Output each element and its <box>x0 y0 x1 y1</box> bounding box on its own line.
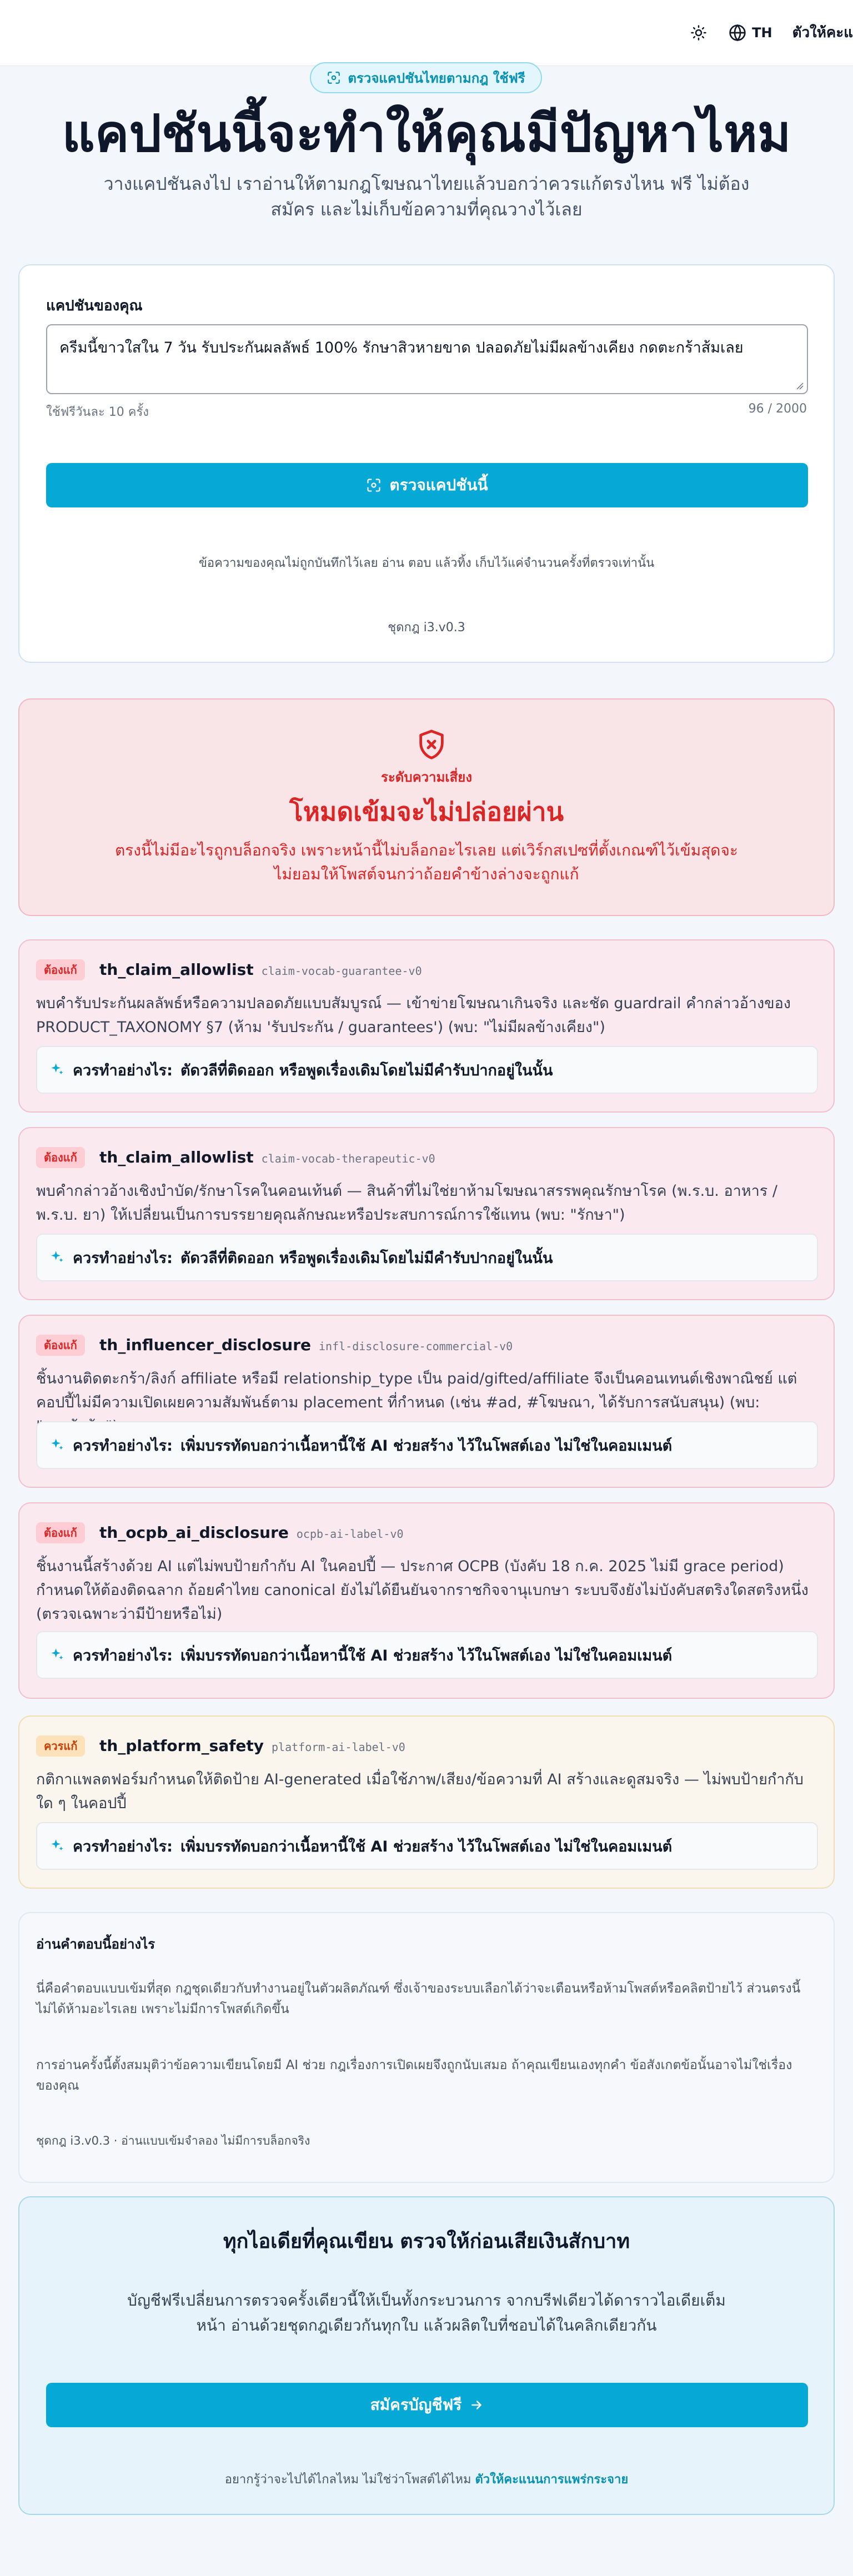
arrow-right-icon <box>469 2398 484 2412</box>
language-switcher[interactable] <box>729 24 772 42</box>
signup-button[interactable] <box>46 2383 808 2427</box>
issue-description: ชิ้นงานนี้สร้างด้วย AI แต่ไม่พบป้ายกำกับ AI ในคอปปี้ — ประกาศ OCPB (บังคับ 18 ก.ค. 2025 ไม่มี grace period) กำหนดให้ต้องติดฉลาก ถ้อยคำไทย canonical ยังไม่ได้ยืนยันจากราชกิจจานุเบกษา ระบบจึงยังไม่บังคับสตริงใดสตริงหนึ่ง (ตรวจเฉพาะว่ามีป้ายหรือไม่) <box>36 1558 809 1623</box>
fix-text: ตัดวลีที่ติดออก หรือพูดเรื่องเดิมโดยไม่มีคำรับปากอยู่ในนั้น <box>180 1249 553 1267</box>
page-title: แคปชันนี้จะทำให้คุณมีปัญหาไหม <box>62 104 791 163</box>
scan-icon <box>327 71 341 85</box>
shield-x-icon <box>415 728 448 761</box>
issue-description: กติกาแพลตฟอร์มกำหนดให้ติดป้าย AI-generated เมื่อใช้ภาพ/เสียง/ข้อความที่ AI สร้างและดูสมจริง — ไม่พบป้ายกำกับใด ๆ ในคอปปี้ <box>36 1771 804 1813</box>
risk-description-line: ตรงนี้ไม่มีอะไรถูกบล็อกจริง เพราะหน้านี้ไม่บล็อกอะไรเลย แต่เวิร์กสเปซที่ตั้งเกณฑ์ไว้เข้มสุดจะ <box>115 841 738 859</box>
severity-badge: ต้องแก้ <box>36 1147 85 1168</box>
how-to-read-title: อ่านคำตอบนี้อย่างไร <box>36 1936 155 1952</box>
fix-label: ควรทำอย่างไร: <box>73 1838 173 1855</box>
how-to-read-footer: ชุดกฎ i3.v0.3 · อ่านแบบเข้มจำลอง ไม่มีการบล็อกจริง <box>36 2134 310 2147</box>
sparkle-icon <box>49 1838 65 1854</box>
risk-description <box>19 838 834 887</box>
how-to-read-card <box>18 1912 835 2183</box>
sun-icon <box>690 24 707 41</box>
rule-code: infl-disclosure-commercial-v0 <box>319 1340 513 1353</box>
sparkle-icon <box>49 1437 65 1453</box>
check-caption-button[interactable] <box>46 463 808 507</box>
rule-code: ocpb-ai-label-v0 <box>296 1527 404 1541</box>
issue-description: พบคำรับประกันผลลัพธ์หรือความปลอดภัยแบบสัมบูรณ์ — เข้าข่ายโฆษณาเกินจริง และชัด guardrail คำกล่าวอ้างของ PRODUCT_TAXONOMY §7 (ห้าม 'รับประกัน / guarantees') (พบ: "ไม่มีผลข้างเคียง") <box>36 995 791 1037</box>
fix-text: เพิ่มบรรทัดบอกว่าเนื้อหานี้ใช้ AI ช่วยสร้าง ไว้ในโพสต์เอง ไม่ใช่ในคอมเมนต์ <box>180 1437 673 1455</box>
fix-suggestion <box>36 1234 818 1281</box>
fix-suggestion <box>36 1046 818 1094</box>
subtitle-line: วางแคปชันลงไป เราอ่านให้ตามกฎโฆษณาไทยแล้วบอกว่าควรแก้ตรงไหน ฟรี ไม่ต้อง <box>103 173 750 194</box>
fix-suggestion <box>36 1822 818 1870</box>
rule-name <box>99 1336 513 1354</box>
fix-text: เพิ่มบรรทัดบอกว่าเนื้อหานี้ใช้ AI ช่วยสร้าง ไว้ในโพสต์เอง ไม่ใช่ในคอมเมนต์ <box>180 1838 673 1855</box>
severity-badge: ควรแก้ <box>36 1735 85 1757</box>
issue-card <box>18 1127 835 1300</box>
issue-description: ชิ้นงานติดตะกร้า/ลิงก์ affiliate หรือมี relationship_type เป็น paid/gifted/affiliate จึงเป็นคอนเทนต์เชิงพาณิชย์ แต่คอปปี้ไม่มีความเปิดเผยความสัมพันธ์ตาม placement ที่กำหนด (เช่น #ad, #โฆษณา, ได้รับการสนับสนุน) (พบ: <box>36 1370 797 1412</box>
rule-id: th_claim_allowlist <box>99 960 254 979</box>
risk-level-card <box>18 698 835 916</box>
theme-toggle-button[interactable] <box>689 23 709 43</box>
risk-level-value: โหมดเข้มจะไม่ปล่อยผ่าน <box>289 797 564 827</box>
rule-name <box>99 960 422 979</box>
sparkle-icon <box>49 1647 65 1663</box>
fix-label: ควรทำอย่างไร: <box>73 1061 173 1079</box>
check-button-label: ตรวจแคปชันนี้ <box>389 476 488 494</box>
page-subtitle <box>93 171 760 223</box>
rule-id: th_ocpb_ai_disclosure <box>99 1523 289 1542</box>
nav-link-virality-scorer[interactable]: ตัวให้คะแ <box>792 24 853 41</box>
subtitle-line: สมัคร และไม่เก็บข้อความที่คุณวางไว้เลย <box>270 199 583 220</box>
risk-level-label: ระดับความเสี่ยง <box>380 769 473 785</box>
severity-badge: ต้องแก้ <box>36 1522 85 1543</box>
issue-card <box>18 1315 835 1488</box>
globe-icon <box>729 24 746 42</box>
resize-handle-icon[interactable] <box>796 382 804 390</box>
issue-card <box>18 1715 835 1889</box>
fix-text: เพิ่มบรรทัดบอกว่าเนื้อหานี้ใช้ AI ช่วยสร้าง ไว้ในโพสต์เอง ไม่ใช่ในคอมเมนต์ <box>180 1647 673 1664</box>
rule-code: claim-vocab-therapeutic-v0 <box>261 1152 435 1165</box>
caption-input-value: ครีมนี้ขาวใสใน 7 วัน รับประกันผลลัพธ์ 100% รักษาสิวหายขาด ปลอดภัยไม่มีผลข้างเคียง กดตะกร้าส้มเลย <box>59 339 744 356</box>
rule-code: platform-ai-label-v0 <box>272 1740 405 1754</box>
fix-label: ควรทำอย่างไร: <box>73 1647 173 1664</box>
cta-title: ทุกไอเดียที่คุณเขียน ตรวจให้ก่อนเสียเงินสักบาท <box>223 2230 630 2253</box>
rule-id: th_influencer_disclosure <box>99 1336 311 1354</box>
how-to-read-paragraph: นี่คือคำตอบแบบเข้มที่สุด กฎชุดเดียวกับทำงานอยู่ในตัวผลิตภัณฑ์ ซึ่งเจ้าของระบบเลือกได้ว่าจะเตือนหรือห้ามโพสต์หรือคลิตป้ายไว้ ส่วนตรงนี้ไม่ได้ห้ามอะไรเลย เพราะไม่มีการโพสต์เกิดขึ้น <box>36 1981 801 2016</box>
rule-name <box>99 1523 404 1542</box>
fix-suggestion <box>36 1631 818 1679</box>
risk-description-line: ไม่ยอมให้โพสต์จนกว่าถ้อยคำข้างล่างจะถูกแก้ <box>274 865 579 884</box>
fix-label: ควรทำอย่างไร: <box>73 1437 173 1455</box>
cta-description <box>19 2288 834 2338</box>
top-bar <box>0 0 853 66</box>
privacy-note: ข้อความของคุณไม่ถูกบันทึกไว้เลย อ่าน ตอบ แล้วทิ้ง เก็บไว้แค่จำนวนครั้งที่ตรวจเท่านั้น <box>198 556 655 570</box>
fix-label: ควรทำอย่างไร: <box>73 1249 173 1267</box>
how-to-read-paragraph: การอ่านครั้งนี้ตั้งสมมุติว่าข้อความเขียนโดยมี AI ช่วย กฎเรื่องการเปิดเผยจึงถูกนับเสมอ ถ้าคุณเขียนเองทุกคำ ข้อสังเกตข้อนั้นอาจไม่ใช่เรื่องของคุณ <box>36 2058 792 2093</box>
severity-badge: ต้องแก้ <box>36 1335 85 1356</box>
virality-scorer-link[interactable]: ตัวให้คะแนนการแพร่กระจาย <box>475 2473 629 2487</box>
rule-name <box>99 1148 435 1166</box>
fix-text: ตัดวลีที่ติดออก หรือพูดเรื่องเดิมโดยไม่มีคำรับปากอยู่ในนั้น <box>180 1061 553 1079</box>
rule-code: claim-vocab-guarantee-v0 <box>261 964 422 978</box>
cta-description-line: บัญชีฟรีเปลี่ยนการตรวจครั้งเดียวนี้ให้เป็นทั้งกระบวนการ จากบรีฟเดียวได้ดาราวไอเดียเต็ม <box>127 2291 726 2310</box>
signup-cta-card <box>18 2196 835 2515</box>
top-nav <box>689 21 853 44</box>
ruleset-version: ชุดกฎ i3.v0.3 <box>388 621 465 635</box>
sparkle-icon <box>49 1250 65 1265</box>
free-checker-badge <box>310 62 542 93</box>
rule-name <box>99 1737 405 1755</box>
caption-input[interactable] <box>46 324 808 394</box>
severity-badge: ต้องแก้ <box>36 959 85 980</box>
cta-footer-text: อยากรู้ว่าจะไปได้ไกลไหม ไม่ใช่ว่าโพสต์ได้ไหม <box>224 2473 471 2487</box>
rule-id: th_claim_allowlist <box>99 1148 254 1166</box>
cta-footer <box>19 2469 834 2489</box>
char-counter: 96 / 2000 <box>748 402 807 416</box>
issue-card <box>18 939 835 1113</box>
fix-suggestion <box>36 1421 818 1469</box>
usage-note: ใช้ฟรีวันละ 10 ครั้ง <box>46 405 149 419</box>
rule-id: th_platform_safety <box>99 1737 264 1755</box>
sparkle-icon <box>49 1062 65 1078</box>
language-label: TH <box>752 24 772 41</box>
issue-description: พบคำกล่าวอ้างเชิงบำบัด/รักษาโรคในคอนเท้นต์ — สินค้าที่ไม่ใช่ยาห้ามโฆษณาสรรพคุณรักษาโรค (พ.ร.บ. อาหาร / พ.ร.บ. ยา) ให้เปลี่ยนเป็นการบรรยายคุณลักษณะหรือประสบการณ์การใช้แทน (พบ: "รักษา") <box>36 1183 777 1224</box>
scan-icon <box>366 477 382 493</box>
caption-label: แคปชันของคุณ <box>46 298 143 314</box>
badge-label: ตรวจแคปชันไทยตามกฎ ใช้ฟรี <box>348 70 525 86</box>
issue-card <box>18 1502 835 1699</box>
cta-description-line: หน้า อ่านด้วยชุดกฎเดียวกันทุกใบ แล้วผลิตใบที่ชอบได้ในคลิกเดียวกัน <box>196 2316 657 2334</box>
signup-button-label: สมัครบัญชีฟรี <box>370 2396 462 2414</box>
caption-form-card <box>18 264 835 663</box>
